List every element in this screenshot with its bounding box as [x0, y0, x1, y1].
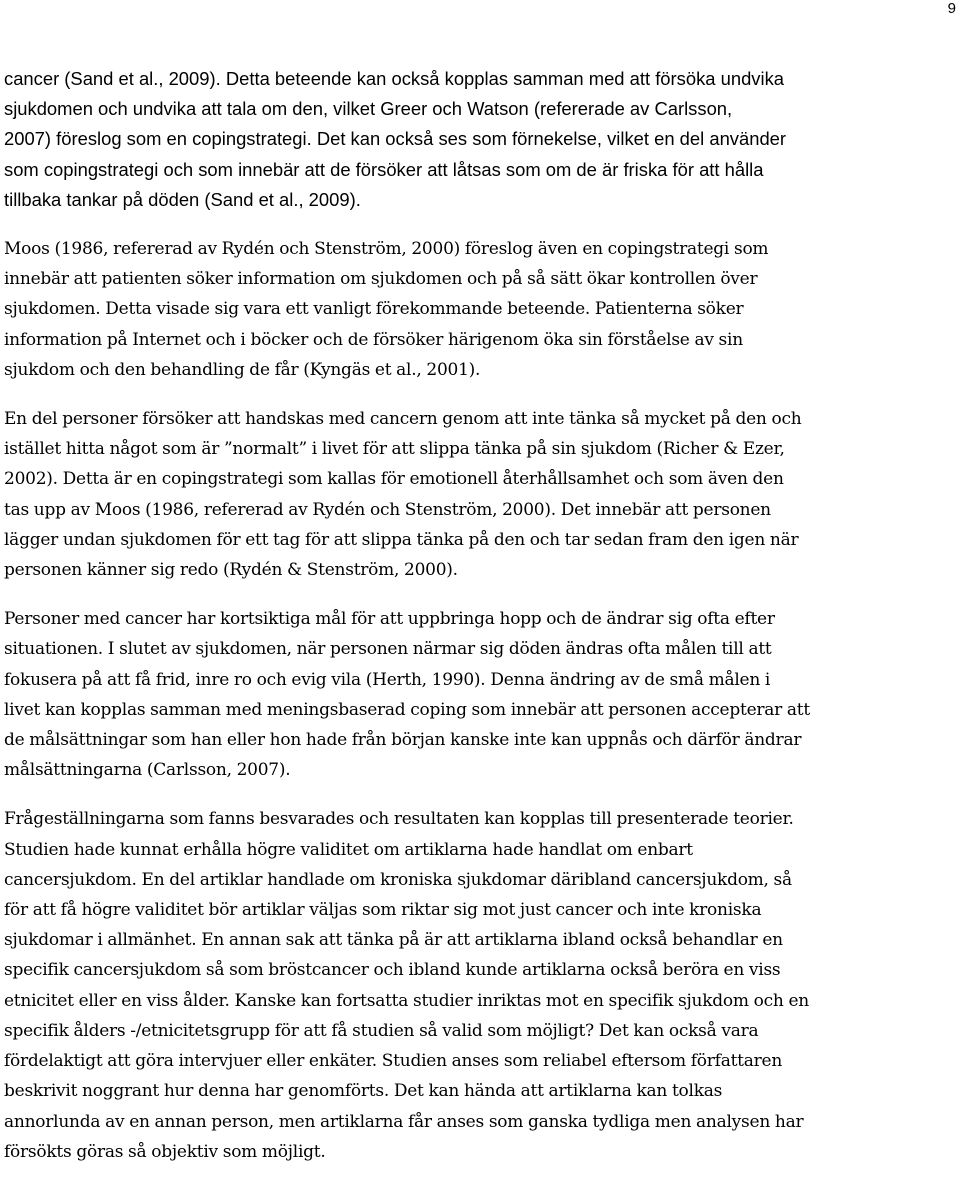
text-line: Studien hade kunnat erhålla högre validitet om artiklarna hade handlat om enbart [4, 839, 693, 860]
page-number: 9 [947, 0, 956, 17]
text-line: information på Internet och i böcker och de försöker härigenom öka sin förståelse av sin [4, 329, 743, 350]
text-line: specifik cancersjukdom så som bröstcancer och ibland kunde artiklarna också beröra en viss [4, 960, 781, 981]
paragraph-2 [4, 234, 958, 385]
text-line: cancer (Sand et al., 2009). Detta beteende kan också kopplas samman med att försöka undvika [4, 68, 785, 89]
text-line: En del personer försöker att handskas med cancern genom att inte tänka så mycket på den och [4, 409, 802, 430]
text-line: annorlunda av en annan person, men artiklarna får anses som ganska tydliga men analysen har [4, 1111, 804, 1132]
text-line: lägger undan sjukdomen för ett tag för att slippa tänka på den och tar sedan fram den igen när [4, 529, 799, 550]
text-line: tas upp av Moos (1986, refererad av Rydén och Stenström, 2000). Det innebär att personen [4, 499, 771, 520]
text-line: 2002). Detta är en copingstrategi som kallas för emotionell återhållsamhet och som även den [4, 469, 784, 490]
text-line: tillbaka tankar på döden (Sand et al., 2009). [4, 188, 361, 210]
text-line: personen känner sig redo (Rydén & Stenström, 2000). [4, 560, 458, 581]
paragraph-4 [4, 604, 958, 785]
paragraph-5 [4, 804, 958, 1166]
text-line: cancersjukdom. En del artiklar handlade om kroniska sjukdomar däribland cancersjukdom, så [4, 869, 792, 890]
text-line: Personer med cancer har kortsiktiga mål för att uppbringa hopp och de ändrar sig ofta efter [4, 609, 775, 630]
text-line: etnicitet eller en viss ålder. Kanske kan fortsatta studier inriktas mot en specifik sjukdom och en [4, 990, 809, 1011]
text-line: som copingstrategi och som innebär att de försöker att låtsas som om de är friska för att hålla [4, 158, 764, 180]
text-line: de målsättningar som han eller hon hade från början kanske inte kan uppnås och därför ändrar [4, 730, 802, 751]
text-line: fördelaktigt att göra intervjuer eller enkäter. Studien anses som reliabel eftersom författaren [4, 1051, 783, 1072]
document-body [4, 64, 958, 1186]
text-line: målsättningarna (Carlsson, 2007). [4, 760, 291, 781]
text-line: 2007) föreslog som en copingstrategi. Det kan också ses som förnekelse, vilket en del använder [4, 128, 787, 150]
text-line: specifik ålders -/etnicitetsgrupp för att få studien så valid som möjligt? Det kan också vara [4, 1020, 759, 1041]
paragraph-1 [4, 64, 958, 215]
text-line: Moos (1986, refererad av Rydén och Stenström, 2000) föreslog även en copingstrategi som [4, 239, 769, 260]
text-line: situationen. I slutet av sjukdomen, när personen närmar sig döden ändras ofta målen till att [4, 639, 772, 660]
text-line: sjukdomen. Detta visade sig vara ett vanligt förekommande beteende. Patienterna söker [4, 299, 744, 320]
text-line: beskrivit noggrant hur denna har genomförts. Det kan hända att artiklarna kan tolkas [4, 1081, 723, 1102]
text-line: sjukdomen och undvika att tala om den, vilket Greer och Watson (refererade av Carlsson, [4, 98, 733, 120]
text-line: sjukdom och den behandling de får (Kyngäs et al., 2001). [4, 359, 481, 380]
text-line: innebär att patienten söker information om sjukdomen och på så sätt ökar kontrollen över [4, 269, 758, 290]
text-line: livet kan kopplas samman med meningsbaserad coping som innebär att personen accepterar att [4, 699, 810, 720]
text-line: fokusera på att få frid, inre ro och evig vila (Herth, 1990). Denna ändring av de små målen i [4, 669, 771, 690]
text-line: istället hitta något som är ”normalt” i livet för att slippa tänka på sin sjukdom (Richer & Ezer, [4, 439, 785, 460]
text-line: för att få högre validitet bör artiklar väljas som riktar sig mot just cancer och inte kroniska [4, 900, 762, 921]
paragraph-3 [4, 404, 958, 585]
text-line: sjukdomar i allmänhet. En annan sak att tänka på är att artiklarna ibland också behandlar en [4, 930, 783, 951]
text-line: Frågeställningarna som fanns besvarades och resultaten kan kopplas till presenterade teorier. [4, 809, 794, 830]
text-line: försökts göras så objektiv som möjligt. [4, 1141, 326, 1162]
